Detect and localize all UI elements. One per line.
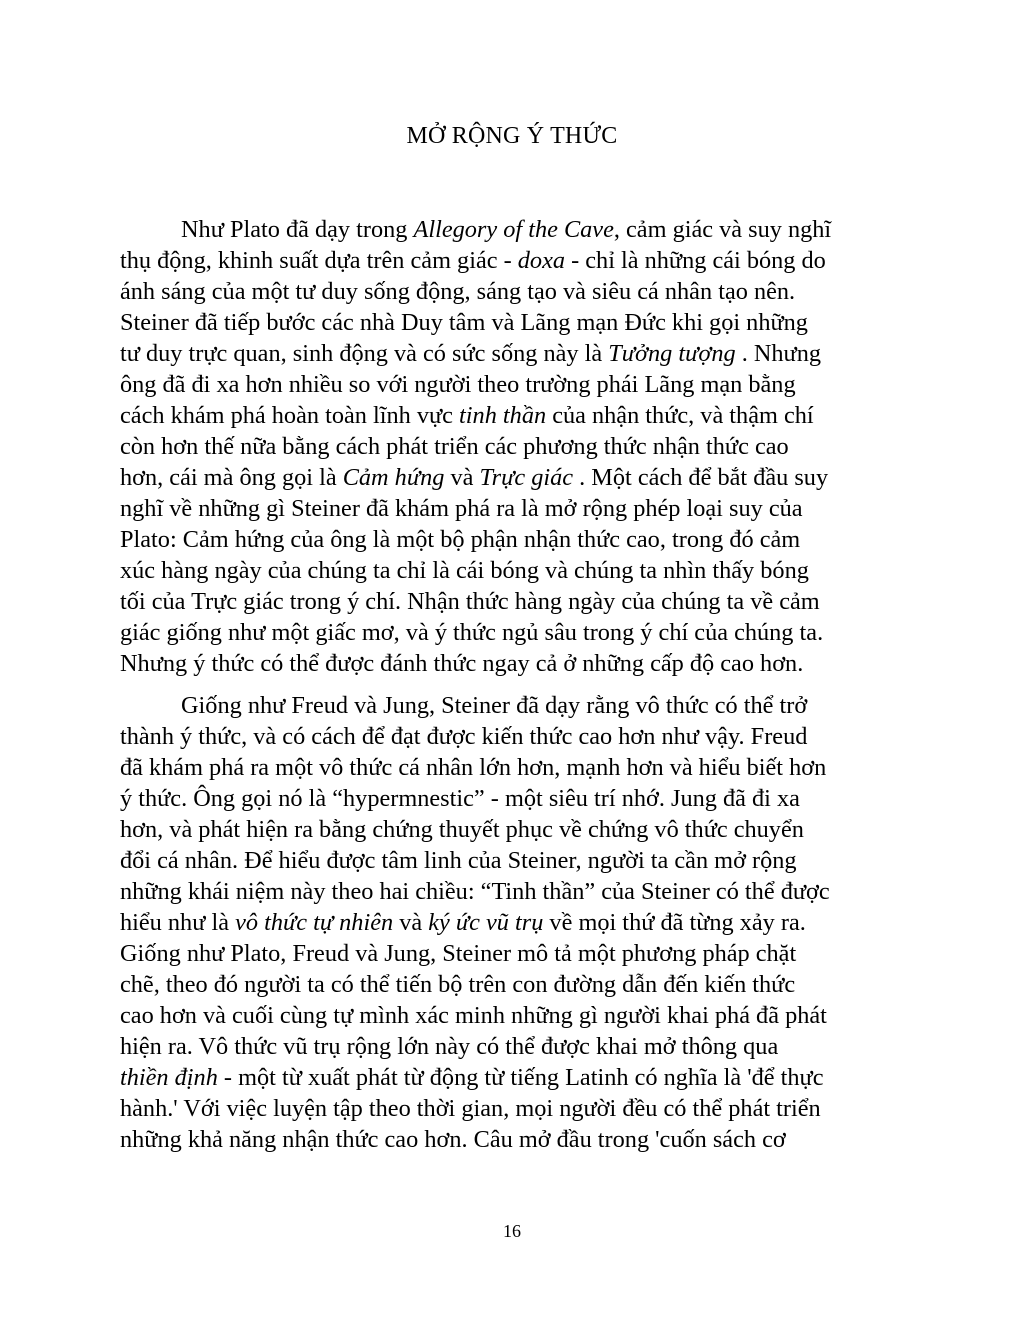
text-run: Steiner đã tiếp bước các nhà Duy tâm và Lãng mạn Đức khi gọi những [120,309,808,336]
text-line [120,617,906,648]
text-line [120,1124,906,1155]
text-line [120,400,906,431]
text-run: giác giống như một giấc mơ, và ý thức ngủ sâu trong ý chí của chúng ta. [120,619,824,646]
text-run: Nhưng ý thức có thể được đánh thức ngay cả ở những cấp độ cao hơn. [120,650,804,677]
text-line [120,338,906,369]
text-line [120,814,906,845]
text-run: xúc hàng ngày của chúng ta chỉ là cái bóng và chúng ta nhìn thấy bóng [120,557,809,584]
text-run: chẽ, theo đó người ta có thể tiến bộ trên con đường dẫn đến kiến thức [120,971,796,998]
italic-term: doxa [517,247,566,274]
text-run: của nhận thức, và thậm chí [546,402,814,429]
italic-term: Tưởng tượng [608,340,736,367]
text-line [120,876,906,907]
text-run: . Nhưng [735,340,822,367]
text-run: . Một cách để bắt đầu suy [573,464,829,491]
paragraph [120,214,906,679]
text-run: cách khám phá hoàn toàn lĩnh vực [120,402,460,429]
page-number: 16 [503,1221,521,1241]
text-line [120,938,906,969]
text-run: hơn, cái mà ông gọi là [120,464,343,491]
italic-term: Cảm hứng [342,464,445,491]
text-line [120,524,906,555]
paragraph-gap [120,679,906,690]
text-run: ánh sáng của một tư duy sống động, sáng tạo và siêu cá nhân tạo nên. [120,278,796,305]
paragraph [120,690,906,1155]
text-run: ông đã đi xa hơn nhiều so với người theo trường phái Lãng mạn bằng [120,371,796,398]
text-line [120,1031,906,1062]
text-line [120,431,906,462]
italic-term: thiền định [120,1064,218,1091]
text-run: thụ động, khinh suất dựa trên cảm giác - [120,247,518,274]
text-run: nghĩ về những gì Steiner đã khám phá ra là mở rộng phép loại suy của [120,495,803,522]
text-run: thành ý thức, và có cách để đạt được kiến thức cao hơn như vậy. Freud [120,723,808,750]
italic-term: Trực giác [479,464,574,491]
text-line [120,907,906,938]
text-run: ý thức. Ông gọi nó là “hypermnestic” - một siêu trí nhớ. Jung đã đi xa [120,785,800,812]
text-line [120,586,906,617]
text-run: những khả năng nhận thức cao hơn. Câu mở đầu trong 'cuốn sách cơ [120,1126,786,1153]
text-line [120,721,906,752]
text-run: , cảm giác và suy nghĩ [613,216,832,243]
text-line [120,648,906,679]
text-run: đã khám phá ra một vô thức cá nhân lớn hơn, mạnh hơn và hiểu biết hơn [120,754,827,781]
text-line [120,307,906,338]
text-line [120,783,906,814]
text-run: đổi cá nhân. Để hiểu được tâm linh của Steiner, người ta cần mở rộng [120,847,797,874]
text-line [120,493,906,524]
text-line [120,1000,906,1031]
italic-term: ký ức vũ trụ [428,909,544,936]
text-run: - chỉ là những cái bóng do [565,247,826,274]
text-line [120,462,906,493]
page-title: MỞ RỘNG Ý THỨC [406,123,618,149]
text-run: tối của Trực giác trong ý chí. Nhận thức hàng ngày của chúng ta về cảm [120,588,820,615]
text-run: hành.' Với việc luyện tập theo thời gian, mọi người đều có thể phát triển [120,1095,821,1122]
text-run: hiểu như là [120,909,236,936]
text-line [120,690,906,721]
text-line [120,845,906,876]
text-line [120,214,906,245]
text-line [120,276,906,307]
text-run: Plato: Cảm hứng của ông là một bộ phận nhận thức cao, trong đó cảm [120,526,801,553]
italic-term: tinh thần [459,402,547,429]
text-run: còn hơn thế nữa bằng cách phát triển các phương thức nhận thức cao [120,433,789,460]
text-run: và [444,464,480,491]
text-line [120,1093,906,1124]
text-run: những khái niệm này theo hai chiều: “Tinh thần” của Steiner có thể được [120,878,830,905]
text-run: Giống như Freud và Jung, Steiner đã dạy rằng vô thức có thể trở [181,692,808,719]
text-run: Giống như Plato, Freud và Jung, Steiner mô tả một phương pháp chặt [120,940,797,967]
text-run: và [393,909,429,936]
italic-term: vô thức tự nhiên [235,909,394,936]
text-run: hơn, và phát hiện ra bằng chứng thuyết phục về chứng vô thức chuyển [120,816,804,843]
text-line [120,752,906,783]
text-run: - một từ xuất phát từ động từ tiếng Latinh có nghĩa là 'để thực [217,1064,824,1091]
text-line [120,969,906,1000]
text-run: về mọi thứ đã từng xảy ra. [543,909,806,936]
text-run: hiện ra. Vô thức vũ trụ rộng lớn này có thể được khai mở thông qua [120,1033,779,1060]
body-text [120,214,906,1155]
text-line [120,1062,906,1093]
text-line [120,555,906,586]
text-run: Như Plato đã dạy trong [181,216,414,243]
italic-term: Allegory of the Cave [413,216,614,243]
text-line [120,369,906,400]
text-run: tư duy trực quan, sinh động và có sức sống này là [120,340,609,367]
text-line [120,245,906,276]
text-run: cao hơn và cuối cùng tự mình xác minh những gì người khai phá đã phát [120,1002,827,1029]
